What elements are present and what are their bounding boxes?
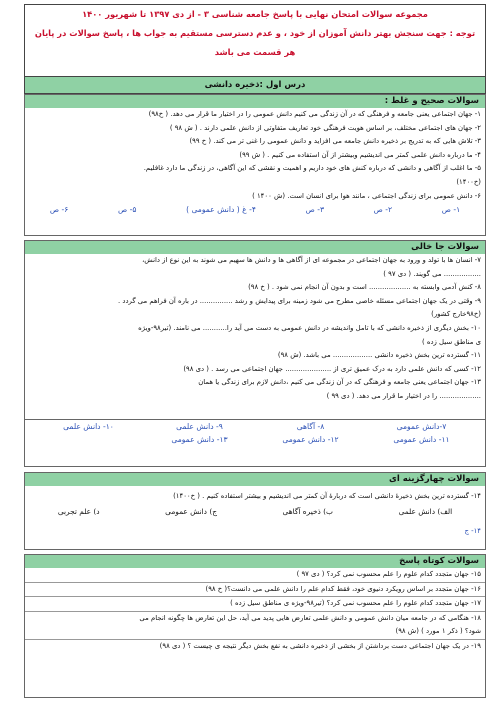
question-line: ۲- جهان های اجتماعی مختلف، بر اساس هویت فرهنگی خود تعاریف متفاوتی از دانش علمی دارند . ( ش ۹۸ ) [169, 123, 481, 132]
choice-option: ب) ذخیره آگاهی [282, 506, 333, 516]
answer-item [33, 435, 144, 444]
section-title: سوالات چهارگزینه ای [25, 473, 485, 486]
question-line: ۷- انسان ها با تولد و ورود به جهان اجتماعی در مجموعه ای از آگاهی ها و دانش ها سهیم می شوند به این نوع از دانش، [142, 256, 481, 264]
header-note-line-1: توجه : جهت سنجش بهتر دانش آموزان از خود ، و عدم دسترسی مستقیم به جواب ها ، پاسخ سوالات در پایان [34, 28, 476, 38]
choice-row [25, 504, 485, 519]
question-line: ۱۸- هنگامی که در جامعه میان دانش عمومی و دانش علمی تعارض هایی پدید می آید، حل این تعارض ها چگونه انجام می [139, 613, 481, 622]
question-line: ۸- کنش آدمی وابسته به ................... است و بدون آن انجام نمی شود . ( خ ۹۸) [248, 283, 481, 292]
answer-item: ۱۴- ج [464, 526, 481, 535]
question-line: ۶- دانش عمومی برای زندگی اجتماعی ، مانند هوا برای انسان است. (ش ۱۴۰۰ ) [252, 191, 481, 200]
answer-item: ۱۰- دانش علمی [63, 422, 114, 431]
question-line: ۹- وقتی در یک جهان اجتماعی مسئله خاصی مطرح می شود زمینه برای پیدایش و رشد ............... در باره آن فراهم می گردد . [118, 296, 481, 305]
question-line: ................... را در اختیار ما قرار می دهد. ( دی ۹۹ ) [326, 391, 481, 400]
question-line: ی مناطق سیل زده ) [421, 337, 481, 346]
answer-item: ۹- دانش علمی [176, 422, 223, 431]
section-title: سوالات جا خالی [25, 241, 485, 254]
answer-item: ۱۳- دانش عمومی [171, 435, 228, 444]
question-line: ۱۳- جهان اجتماعی یعنی جامعه و فرهنگی که در آن زندگی می کنیم ،دانش لازم برای زندگی یا همان [198, 378, 481, 387]
answer-key [25, 203, 485, 217]
question-line: ۱۰- بخش دیگری از ذخیره دانشی که با تامل واندیشه در دانش عمومی به دست می آید را........... می نامند. (تیر۹۸-ویژه [138, 323, 481, 332]
question-line: ۱۴- گسترده ترین بخش ذخیرۀ دانشی است که دربارۀ آن کمتر می اندیشیم و بیشتر استفاده کنیم . ( خ۱۴۰۰) [173, 492, 481, 500]
section-true-false [24, 94, 486, 236]
answer-item: ۱۲- دانش عمومی [282, 435, 339, 444]
answer-item: ۱- ص [441, 205, 461, 215]
answer-item: ۸- آگاهی [296, 422, 325, 431]
answer-item: ۳- ص [305, 205, 325, 215]
question-line: (خ۹۸خارج کشور) [431, 310, 481, 319]
question-line: ۱۷- جهان متجدد کدام علوم را علم محسوب نمی کرد؟ (تیر۹۸-ویژه ی مناطق سیل زده ) [25, 597, 485, 612]
section-short-answer [24, 554, 486, 698]
answer-item: ۱۱- دانش عمومی [393, 435, 450, 444]
choice-option: د) علم تجربی [57, 506, 100, 516]
question-line: (خ۱۴۰۰) [456, 177, 481, 186]
answer-item: ۲- ص [373, 205, 393, 215]
question-line: ۱۵- جهان متجدد کدام علوم را علم محسوب نمی کرد؟ ( دی ۹۷ ) [25, 568, 485, 583]
answer-item: ۴- غ ( دانش عمومی ) [186, 205, 256, 215]
section-fill-blank [24, 240, 486, 420]
choice-option: ج) دانش عمومی [165, 506, 217, 516]
question-line: ۳- تلاش هایی که به تدریج بر ذخیره دانش جامعه می افزاید و دانش عمومی را غنی تر می کند. ( خ ۹۹) [189, 137, 481, 146]
question-line: ۱۲- کسی که دانش علمی دارد به درک عمیق تری از ..................... جهان اجتماعی می رسد . ( دی ۹۸) [183, 364, 481, 373]
header-title: مجموعه سوالات امتحان نهایی با پاسخ جامعه شناسی ۳ - از دی ۱۳۹۷ تا شهریور ۱۴۰۰ [82, 9, 428, 19]
question-line: ................. می گویند. ( دی ۹۷ ) [383, 269, 481, 278]
answer-item: ۷-دانش عمومی [396, 422, 447, 431]
section-multiple-choice [24, 472, 486, 550]
question-line: ۴- ما درباره دانش علمی کمتر می اندیشیم وبیشتر از آن استفاده می کنیم . ( ش ۹۹) [239, 150, 481, 159]
question-line: ۵- ما اغلب از آگاهی و دانشی که درباره کنش های خود داریم و اهمیت و نقشی که این آگاهی، در زندگی ما دارد غافلیم. [143, 164, 481, 173]
question-line: ۱- جهان اجتماعی یعنی جامعه و فرهنگی که در آن زندگی می کنیم دانش عمومی را در اختیار ما قرار می دهد. ( خ۹۸) [148, 110, 481, 118]
question-line: ۱۹- در یک جهان اجتماعی دست برداشتن از بخشی از ذخیره دانشی به نفع بخش دیگر نتیجه ی چیست ؟ ( دی ۹۸) [159, 641, 481, 650]
answer-item: ۶- ص [49, 205, 69, 215]
answer-grid [25, 420, 485, 446]
fill-answer-key [24, 420, 486, 467]
lesson-title: درس اول :ذخیره دانشی [24, 76, 486, 94]
section-title: سوالات کوتاه پاسخ [25, 555, 485, 568]
question-line: ۱۶- جهان متجدد بر اساس رویکرد دنیوی خود، فقط کدام علم را دانش علمی می دانست؟( خ ۹۸) [25, 583, 485, 598]
question-line: ۱۱- گسترده ترین بخش ذخیره دانشی .................. می باشد. (ش ۹۸) [277, 351, 481, 360]
question-line: شود؟ ( ذکر ۱ مورد ) (ش ۹۸) [25, 625, 485, 640]
section-title: سوالات صحیح و غلط : [25, 95, 485, 108]
header-note-line-2: هر قسمت می باشد [214, 47, 296, 57]
header-box [24, 4, 486, 77]
answer-item: ۵- ص [117, 205, 137, 215]
choice-option: الف) دانش علمی [398, 506, 453, 516]
